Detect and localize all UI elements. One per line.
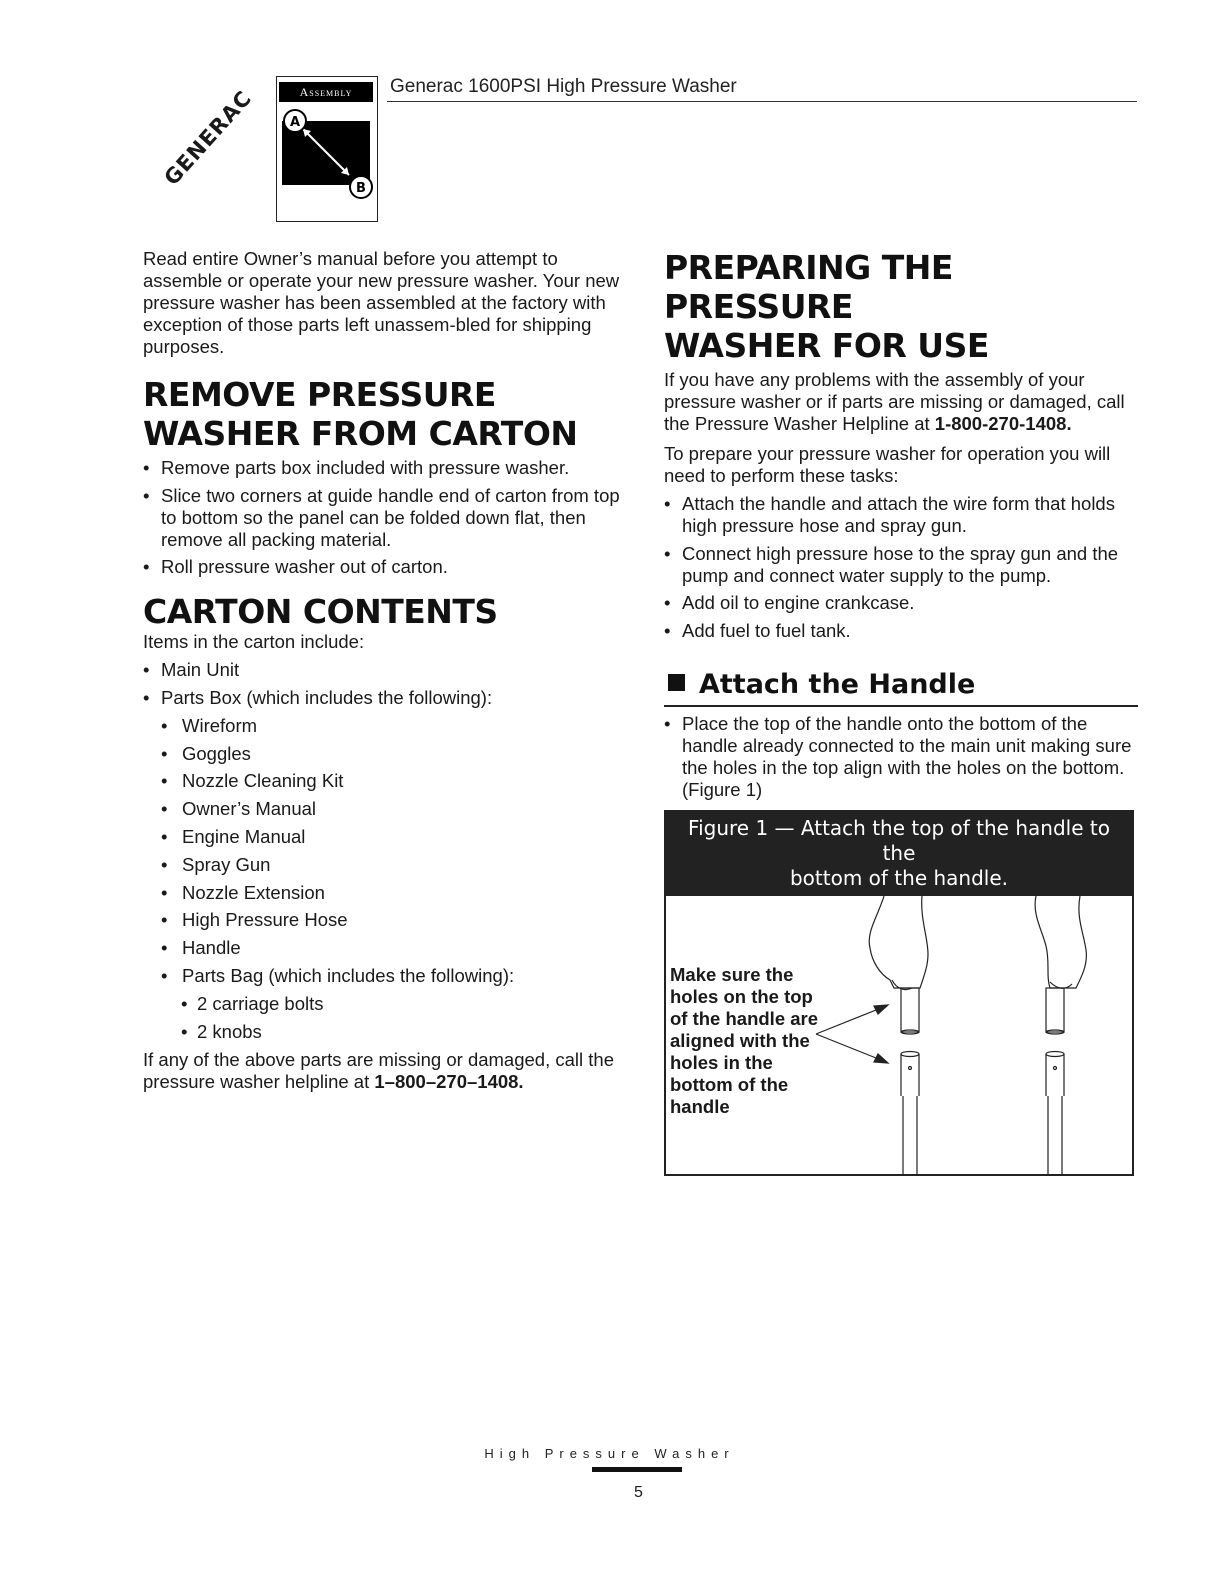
page-number: 5 bbox=[634, 1484, 643, 1501]
attach-handle-list bbox=[664, 713, 1138, 801]
remove-steps-list bbox=[143, 457, 623, 579]
intro-paragraph: Read entire Owner’s manual before you attempt to assemble or operate your new pressure washer. Your new pressure washer has been assembled at the factory with exception of those parts left unassem-bled for shipping purposes. bbox=[143, 248, 620, 357]
list-item: • Parts Bag (which includes the following): bbox=[143, 965, 623, 987]
attach-handle-subheading bbox=[664, 668, 1138, 707]
helpline-phone: 1-800-270-1408. bbox=[934, 413, 1072, 434]
figure-caption-line1: Figure 1 — Attach the top of the handle to the bbox=[688, 815, 1110, 865]
square-bullet-icon bbox=[668, 674, 685, 691]
figure-note: Make sure the holes on the top of the handle are aligned with the holes in the bottom of the handle bbox=[670, 963, 819, 1117]
list-item: • Add fuel to fuel tank. bbox=[664, 620, 1138, 642]
generac-logo: GENERAC bbox=[159, 85, 257, 191]
left-column bbox=[143, 248, 623, 1093]
right-column bbox=[664, 248, 1138, 1176]
remove-heading-line1: REMOVE PRESSURE bbox=[143, 375, 496, 414]
point-b-label: B bbox=[356, 181, 366, 196]
footer-text: High Pressure Washer bbox=[484, 1446, 735, 1461]
list-item: • Slice two corners at guide handle end of carton from top to bottom so the panel can be folded down flat, then remove all packing material. bbox=[143, 485, 623, 551]
remove-heading-line2: WASHER FROM CARTON bbox=[143, 414, 578, 453]
figure-caption-line2: bottom of the handle. bbox=[789, 865, 1009, 890]
problems-paragraph bbox=[664, 369, 1138, 435]
list-item: • Owner’s Manual bbox=[143, 798, 623, 820]
assembly-label: Assembly bbox=[279, 82, 373, 102]
preparing-heading bbox=[664, 248, 1138, 365]
handle-illustration bbox=[666, 896, 1132, 1174]
closing-text: If any of the above parts are missing or damaged, call the pressure washer helpline at bbox=[143, 1048, 614, 1092]
helpline-phone: 1–800–270–1408. bbox=[374, 1070, 524, 1092]
preparing-heading-line1: PREPARING THE PRESSURE bbox=[664, 248, 953, 326]
point-a-label: A bbox=[289, 115, 301, 130]
preparing-heading-line2: WASHER FOR USE bbox=[664, 326, 989, 365]
assembly-diagram-icon bbox=[277, 77, 377, 221]
problems-text: If you have any problems with the assembly of your pressure washer or if parts are missing or damaged, call the Pressure Washer Helpline at bbox=[664, 369, 1125, 434]
list-item: • Remove parts box included with pressure washer. bbox=[143, 457, 623, 479]
footer-bar bbox=[592, 1467, 682, 1472]
list-item: • High Pressure Hose bbox=[143, 909, 623, 931]
header-rule bbox=[387, 101, 1137, 102]
list-item: • Nozzle Cleaning Kit bbox=[143, 770, 623, 792]
list-item: • Add oil to engine crankcase. bbox=[664, 592, 1138, 614]
list-item: • Connect high pressure hose to the spray gun and the pump and connect water supply to the pump. bbox=[664, 543, 1138, 587]
closing-paragraph bbox=[143, 1049, 623, 1093]
tasks-list bbox=[664, 493, 1138, 642]
list-item: • Wireform bbox=[143, 715, 623, 737]
list-item: • Goggles bbox=[143, 743, 623, 765]
prepare-intro: To prepare your pressure washer for operation you will need to perform these tasks: bbox=[664, 443, 1111, 486]
contents-heading: CARTON CONTENTS bbox=[143, 592, 498, 632]
header-title: Generac 1600PSI High Pressure Washer bbox=[390, 76, 737, 97]
contents-list bbox=[143, 659, 623, 1042]
list-item: • 2 carriage bolts bbox=[143, 993, 623, 1015]
list-item: • Roll pressure washer out of carton. bbox=[143, 556, 623, 578]
subheading-text: Attach the Handle bbox=[699, 669, 976, 701]
list-item: • Place the top of the handle onto the bottom of the handle already connected to the main unit making sure the holes in the top align with the holes on the bottom. (Figure 1) bbox=[664, 713, 1138, 801]
list-item: • Parts Box (which includes the following): bbox=[143, 687, 623, 709]
assembly-icon bbox=[276, 76, 378, 222]
figure-caption bbox=[666, 812, 1132, 896]
figure-1 bbox=[664, 810, 1134, 1176]
list-item: • Spray Gun bbox=[143, 854, 623, 876]
list-item: • 2 knobs bbox=[143, 1021, 623, 1043]
list-item: • Main Unit bbox=[143, 659, 623, 681]
list-item: • Nozzle Extension bbox=[143, 882, 623, 904]
remove-heading bbox=[143, 375, 623, 453]
list-item: • Handle bbox=[143, 937, 623, 959]
figure-body bbox=[666, 896, 1132, 1174]
list-item: • Engine Manual bbox=[143, 826, 623, 848]
contents-intro: Items in the carton include: bbox=[143, 631, 365, 653]
list-item: • Attach the handle and attach the wire form that holds high pressure hose and spray gun. bbox=[664, 493, 1138, 537]
